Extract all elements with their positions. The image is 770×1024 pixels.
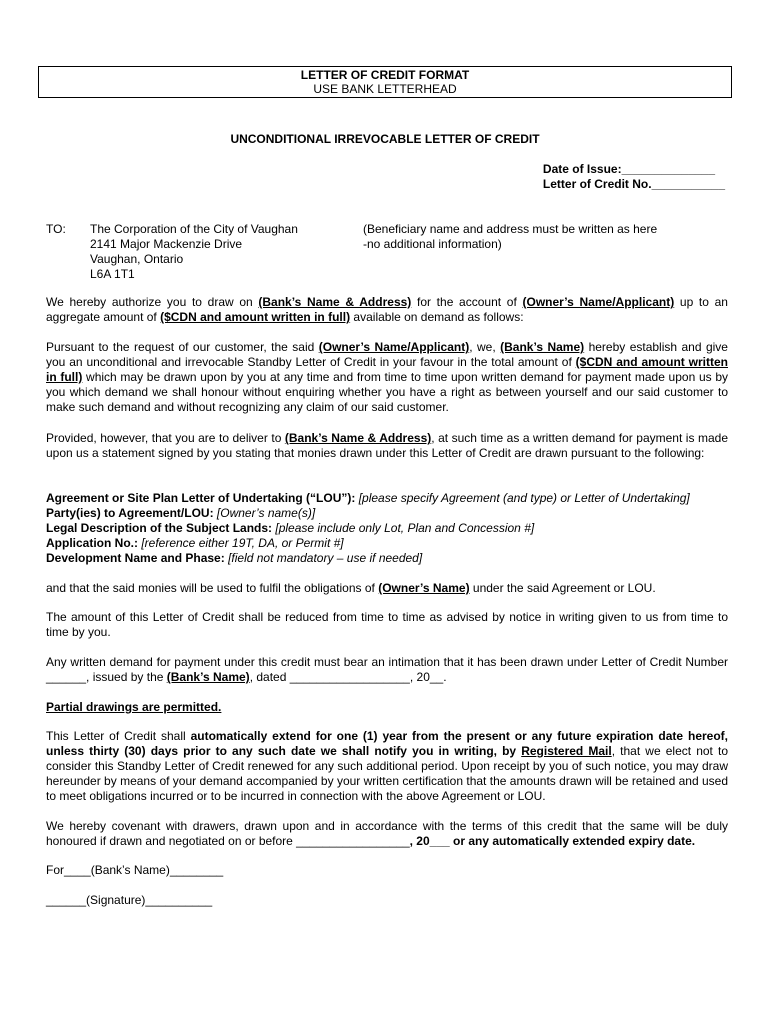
partial-drawings-note: Partial drawings are permitted.: [46, 700, 222, 714]
bank-name-placeholder: (Bank’s Name): [166, 670, 250, 684]
amount-placeholder: ($CDN and amount written in full): [160, 310, 351, 324]
signature-line: ______(Signature)__________: [46, 893, 213, 907]
for-bank-line: For____(Bank’s Name)________: [46, 863, 224, 877]
date-of-issue: Date of Issue:______________: [542, 162, 716, 176]
beneficiary-note-line: -no additional information): [363, 237, 502, 251]
required-fields: [46, 491, 728, 566]
bank-name-placeholder: (Bank’s Name & Address): [258, 295, 412, 309]
field-agreement: Agreement or Site Plan Letter of Undertaking (“LOU”): [please specify Agreement (and type) or Letter of Undertaking]: [46, 491, 690, 505]
bank-name-placeholder: (Bank’s Name): [500, 340, 585, 354]
header-subtitle: USE BANK LETTERHEAD: [313, 82, 457, 96]
amount-placeholder: ($CDN and amount written in full): [46, 355, 728, 384]
paragraph-auto-extend: This Letter of Credit shall automatically extend for one (1) year from the present or any future expiration date hereof, unless thirty (30) days prior to any such date we shall notify you in writing, by Registered Mail, that we elect not to consider this Standby Letter of Credit renewed for any such additional period. Upon receipt by you of such notice, you may draw hereunder by means of your demand accompanied by your written certification that the amounts drawn will be retained and used to meet obligations incurred or to be incurred in connection with the above Agreement or LOU.: [46, 729, 728, 803]
letter-of-credit-number: Letter of Credit No.___________: [542, 177, 725, 191]
paragraph-provided: Provided, however, that you are to deliver to (Bank’s Name & Address), at such time as a written demand for payment is made upon us a statement signed by you stating that monies drawn under this Letter of Credit are drawn pursuant to the following:: [46, 431, 728, 460]
header-box: [38, 66, 732, 98]
beneficiary-note-line: (Beneficiary name and address must be written as here: [363, 222, 658, 236]
beneficiary-note: [363, 222, 657, 252]
field-parties: Party(ies) to Agreement/LOU: [Owner’s name(s)]: [46, 506, 316, 520]
to-label: TO:: [46, 222, 66, 236]
paragraph-authorize: We hereby authorize you to draw on (Bank’s Name & Address) for the account of (Owner’s Name/Applicant) up to an aggregate amount of ($CDN and amount written in full) available on demand as follows:: [46, 295, 728, 324]
paragraph-pursuant: Pursuant to the request of our customer, the said (Owner’s Name/Applicant), we, (Bank’s Name) hereby establish and give you an unconditional and irrevocable Standby Letter of Credit in your favour in the total amount of ($CDN and amount written in full) which may be drawn upon by you at any time and from time to time upon written demand for payment made upon us by you which demand we shall honour without enquiring whether you have a right as between yourself and our said customer to make such demand and without recognizing any claim of our said customer.: [46, 340, 728, 414]
field-development-name: Development Name and Phase: [field not mandatory – use if needed]: [46, 551, 423, 565]
field-application-no: Application No.: [reference either 19T, DA, or Permit #]: [46, 536, 344, 550]
owner-name-placeholder: (Owner’s Name/Applicant): [318, 340, 470, 354]
address-line: 2141 Major Mackenzie Drive: [90, 237, 243, 251]
paragraph-reduction: The amount of this Letter of Credit shall be reduced from time to time as advised by notice in writing given to us from time to time by you.: [46, 610, 728, 639]
bank-name-placeholder: (Bank’s Name & Address): [284, 431, 432, 445]
document-title: UNCONDITIONAL IRREVOCABLE LETTER OF CREDIT: [230, 132, 540, 146]
address-line: Vaughan, Ontario: [90, 252, 184, 266]
address-line: The Corporation of the City of Vaughan: [90, 222, 298, 236]
paragraph-covenant: We hereby covenant with drawers, drawn upon and in accordance with the terms of this credit that the same will be duly honoured if drawn and negotiated on or before _________________, 20___ or any automatically extended expiry date.: [46, 819, 728, 848]
recipient-address: [90, 222, 298, 282]
field-legal-description: Legal Description of the Subject Lands: [please include only Lot, Plan and Concession #]: [46, 521, 535, 535]
owner-name-placeholder: (Owner’s Name): [378, 581, 470, 595]
paragraph-written-demand: Any written demand for payment under this credit must bear an intimation that it has been drawn under Letter of Credit Number ______, issued by the (Bank’s Name), dated __________________, 20__.: [46, 655, 728, 684]
date-block: [543, 162, 725, 192]
header-title: LETTER OF CREDIT FORMAT: [300, 68, 470, 82]
registered-mail: Registered Mail: [521, 744, 612, 758]
address-line: L6A 1T1: [90, 267, 135, 281]
owner-name-placeholder: (Owner’s Name/Applicant): [522, 295, 675, 309]
paragraph-monies: and that the said monies will be used to fulfil the obligations of (Owner’s Name) under the said Agreement or LOU.: [46, 581, 656, 595]
